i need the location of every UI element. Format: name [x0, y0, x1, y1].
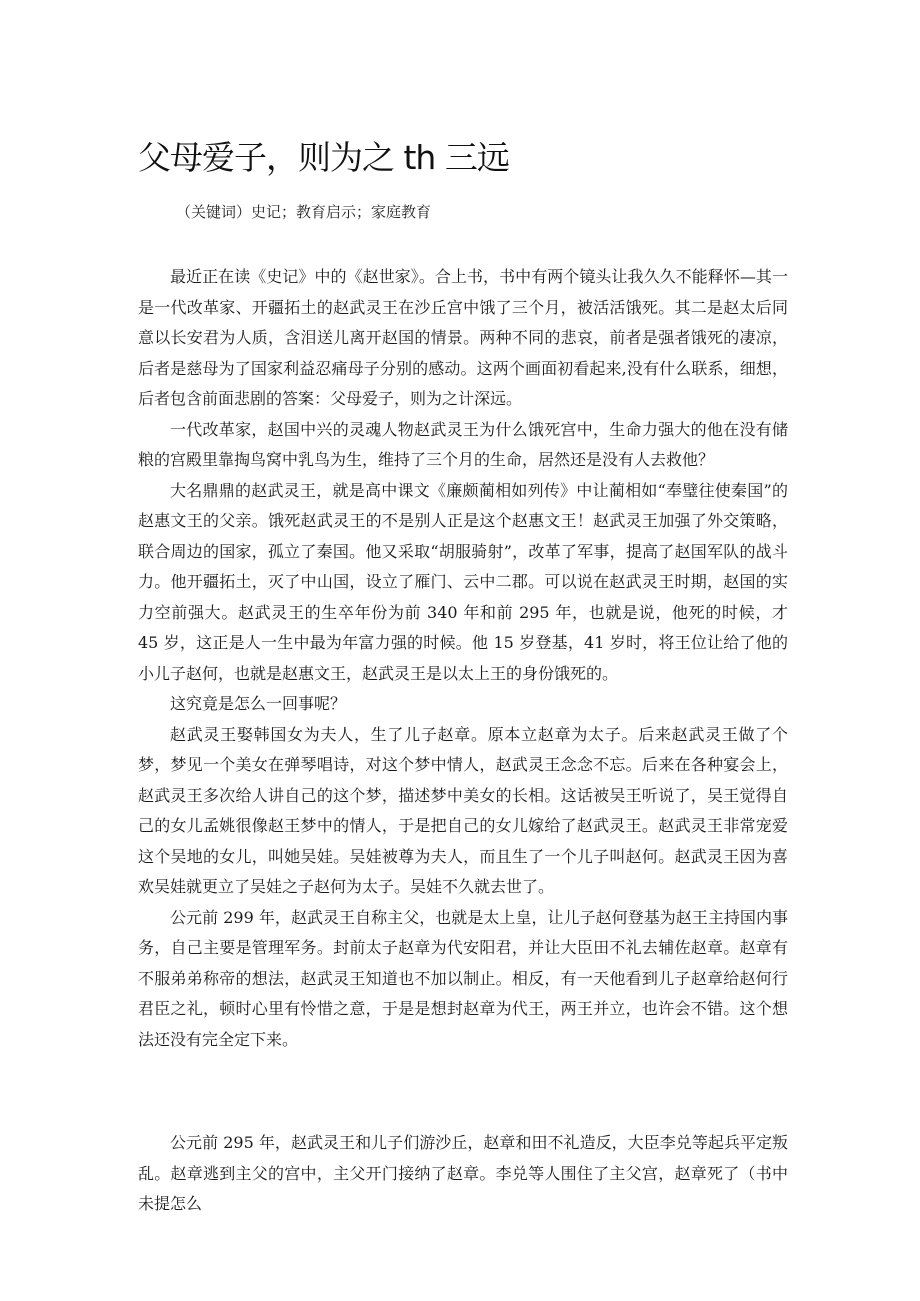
body-paragraph: 这究竟是怎么一回事呢？	[170, 694, 347, 713]
keywords-line: （关键词）史记；教育启示；家庭教育	[176, 203, 432, 221]
body-paragraph: 最近正在读《史记》中的《赵世家》。合上书，书中有两个镜头让我久久不能释怀—其一是一代改革家、开疆拓土的赵武灵王在沙丘宫中饿了三个月，被活活饿死。其二是赵太后同意以长安君为人质，含泪送儿离开赵国的情景。两种不同的悲哀，前者是强者饿死的凄凉，后者是慈母为了国家利益忍痛母子分别的感动。这两个画面初看起来,没有什么联系，细想，后者包含前面悲剧的答案：父母爱子，则为之计深远。	[138, 267, 788, 408]
body-paragraph: 赵武灵王娶韩国女为夫人，生了儿子赵章。原本立赵章为太子。后来赵武灵王做了个梦，梦见一个美女在弹琴唱诗，对这个梦中情人，赵武灵王念念不忘。后来在各种宴会上，赵武灵王多次给人讲自己的这个梦，描述梦中美女的长相。这话被吴王听说了，吴王觉得自己的女儿孟姚很像赵王梦中的情人，于是把自己的女儿嫁给了赵武灵王。赵武灵王非常宠爱这个吴地的女儿，叫她吴娃。吴娃被尊为夫人，而且生了一个儿子叫赵何。赵武灵王因为喜欢吴娃就更立了吴娃之子赵何为太子。吴娃不久就去世了。	[138, 724, 788, 896]
body-paragraph: 一代改革家，赵国中兴的灵魂人物赵武灵王为什么饿死宫中，生命力强大的他在没有储粮的宫殿里靠掏鸟窝中乳鸟为生，维持了三个月的生命，居然还是没有人去救他？	[138, 419, 788, 469]
body-paragraph: 大名鼎鼎的赵武灵王，就是高中课文《廉颇蔺相如列传》中让蔺相如“奉璧往使秦国”的赵惠文王的父亲。饿死赵武灵王的不是别人正是这个赵惠文王！赵武灵王加强了外交策略，联合周边的国家，孤立了秦国。他又采取“胡服骑射”，改革了军事，提高了赵国军队的战斗力。他开疆拓土，灭了中山国，设立了雁门、云中二郡。可以说在赵武灵王时期，赵国的实力空前强大。赵武灵王的生卒年份为前 340 年和前 295 年，也就是说，他死的时候，才 45 岁，这正是人一生中最为年富力强的时候。他 15 岁登基，41 岁时，将王位让给了他的小儿子赵何，也就是赵惠文王，赵武灵王是以太上王的身份饿死的。	[138, 480, 788, 683]
body-text-block-continued	[138, 1128, 788, 1220]
body-paragraph: 公元前 299 年，赵武灵王自称主父，也就是太上皇，让儿子赵何登基为赵王主持国内事务，自己主要是管理军务。封前太子赵章为代安阳君，并让大臣田不礼去辅佐赵章。赵章有不服弟弟称帝的想法，赵武灵王知道也不加以制止。相反，有一天他看到儿子赵章给赵何行君臣之礼，顿时心里有怜惜之意，于是是想封赵章为代王，两王并立，也许会不错。这个想法还没有完全定下来。	[138, 907, 788, 1049]
body-paragraph: 公元前 295 年，赵武灵王和儿子们游沙丘，赵章和田不礼造反，大臣李兑等起兵平定叛乱。赵章逃到主父的宫中，主父开门接纳了赵章。李兑等人围住了主父宫，赵章死了（书中未提怎么	[138, 1133, 788, 1213]
body-text-block	[138, 262, 788, 1055]
document-title: 父母爱子，则为之 th 三远	[138, 138, 509, 177]
